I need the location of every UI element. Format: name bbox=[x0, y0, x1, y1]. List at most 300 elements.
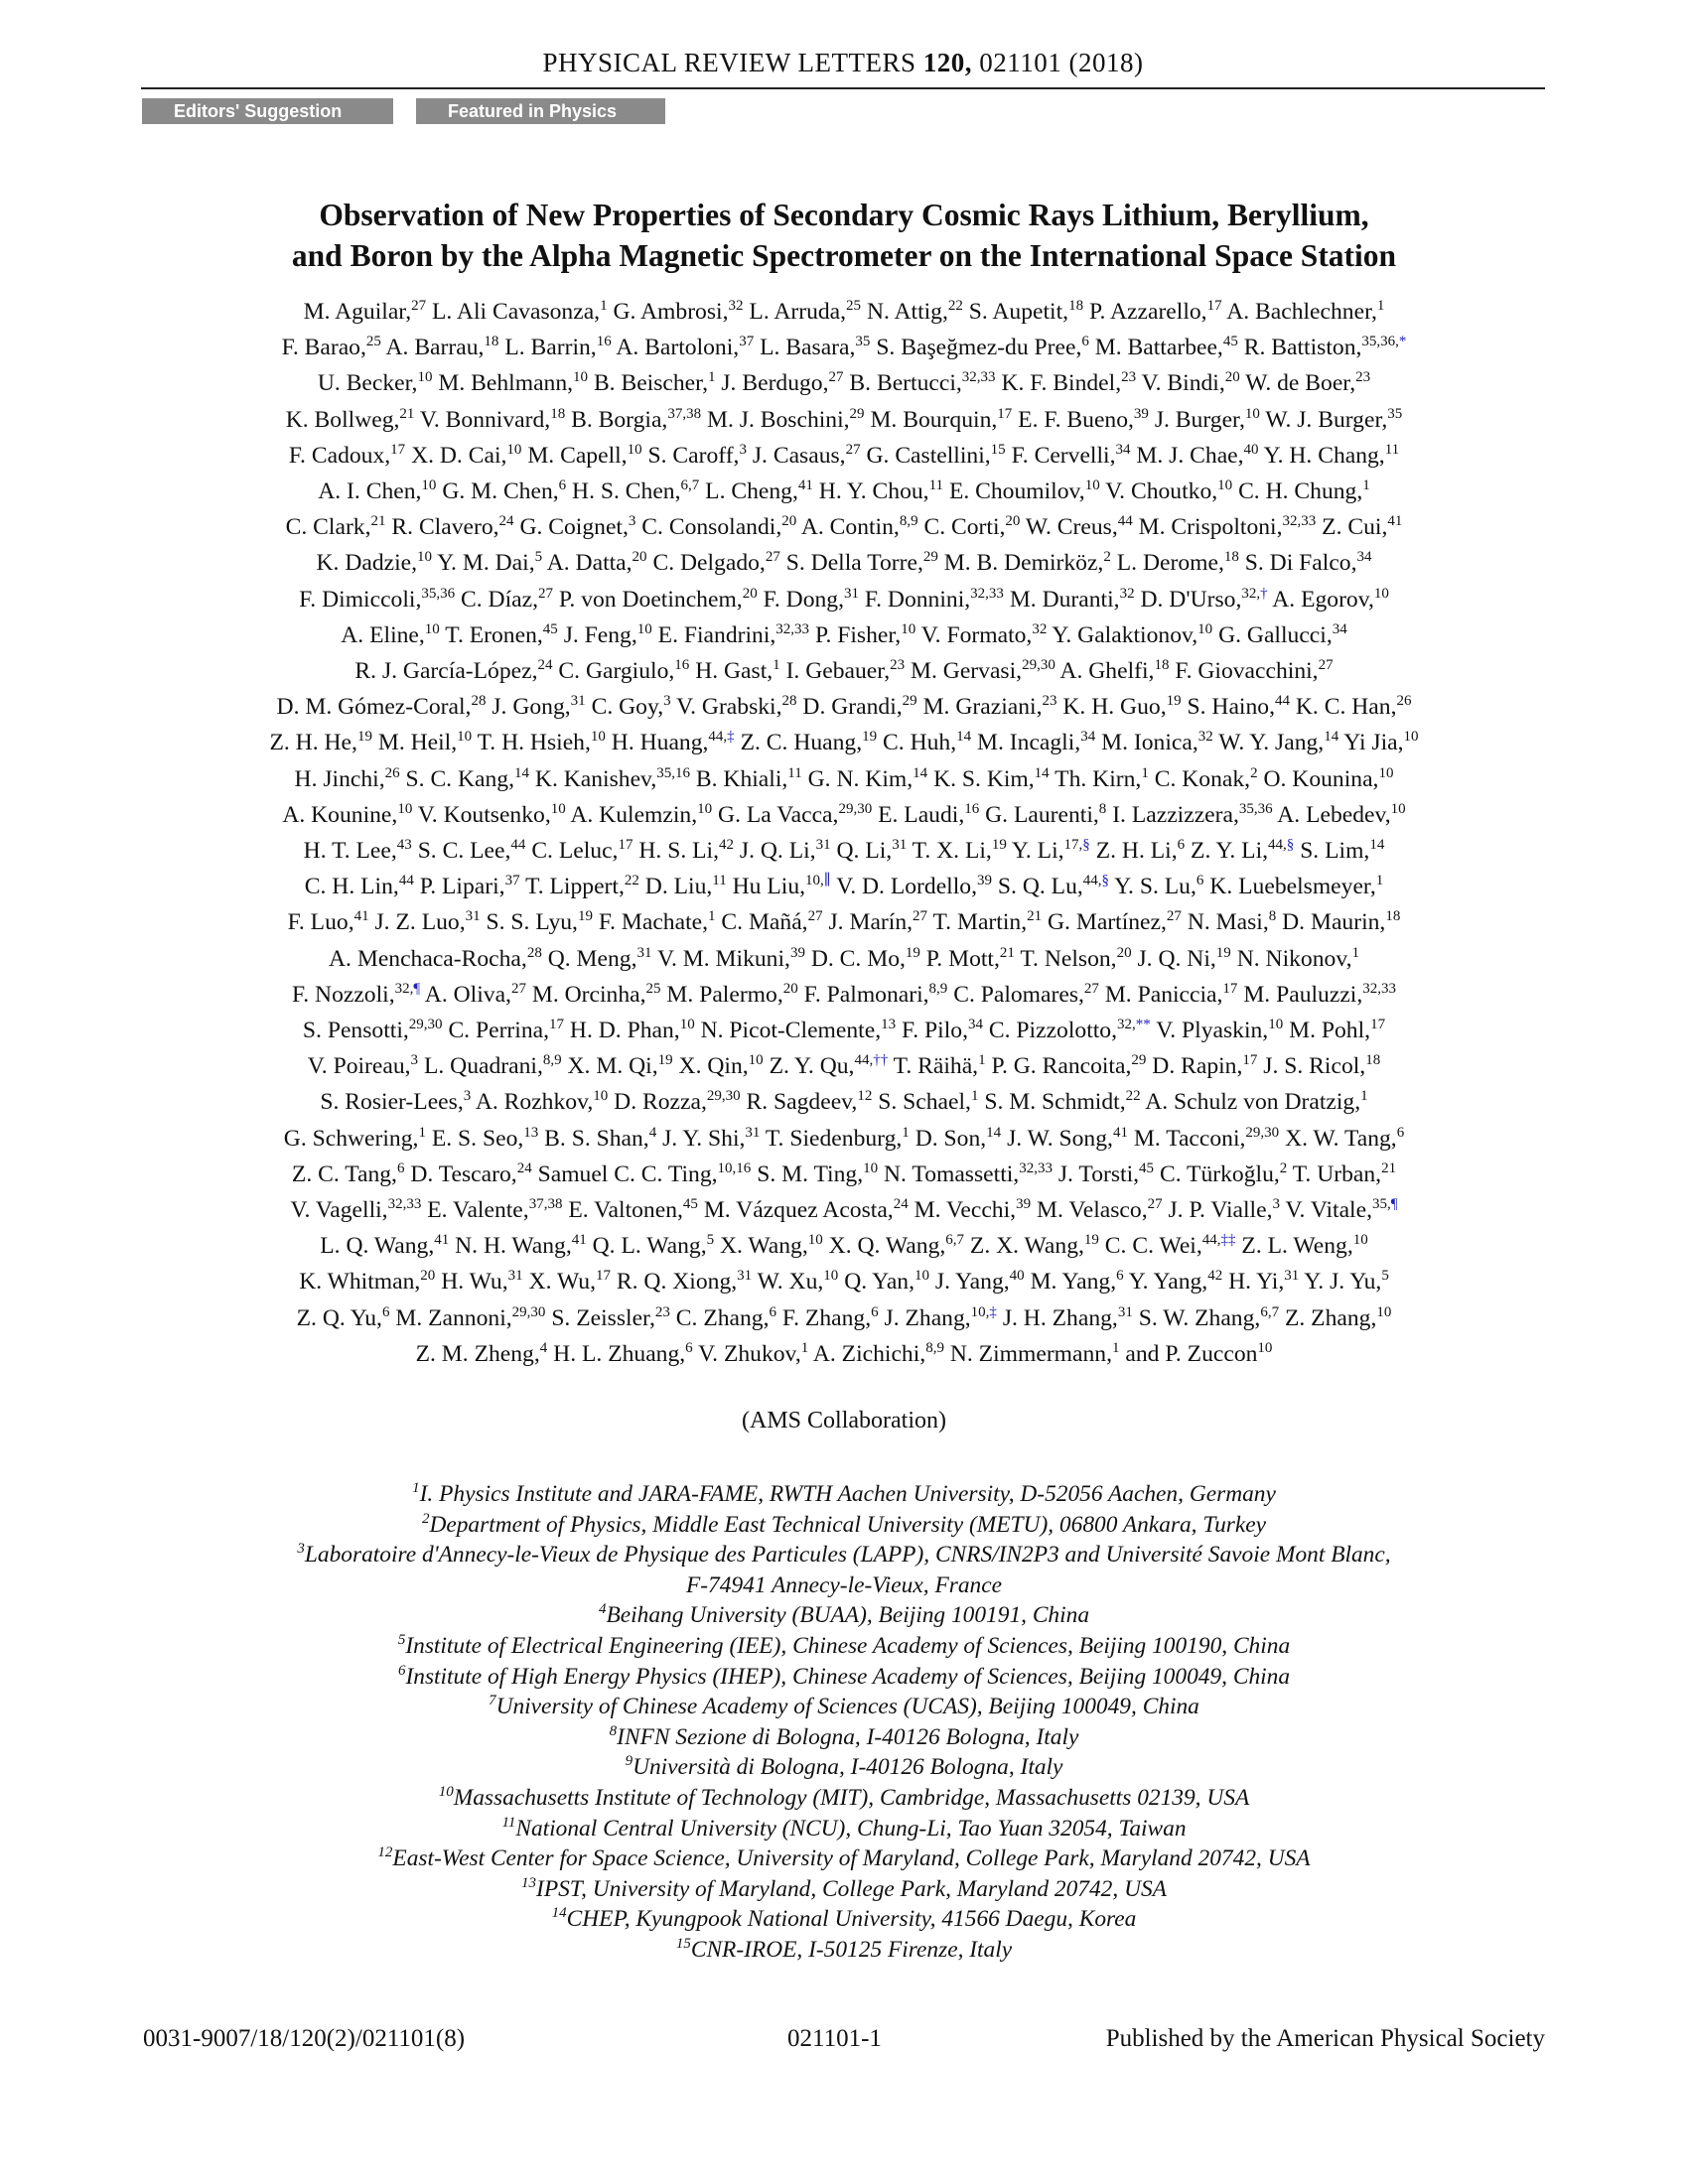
affiliation-text: Institute of High Energy Physics (IHEP), Chinese Academy of Sciences, Beijing 100049, China bbox=[405, 1663, 1291, 1690]
affiliation-index: 17 bbox=[1370, 1017, 1386, 1033]
author-name: F. Palmonari, bbox=[803, 981, 929, 1008]
author-affiliation-marks bbox=[1242, 1052, 1257, 1068]
author-name: J. Berdugo, bbox=[721, 370, 829, 397]
author-affiliation-marks bbox=[775, 621, 809, 637]
author-affiliation-marks bbox=[901, 621, 915, 637]
author bbox=[815, 622, 915, 648]
author-name: Yi Jia, bbox=[1343, 730, 1404, 756]
author bbox=[1322, 514, 1402, 540]
affiliation-index: 8,9 bbox=[899, 513, 918, 530]
affiliation-index: 23 bbox=[1042, 693, 1057, 710]
author bbox=[1285, 1126, 1404, 1152]
affiliation-number: 8 bbox=[609, 1722, 618, 1739]
author-affiliation-marks bbox=[1019, 1160, 1053, 1176]
author-name: P. Azzarello, bbox=[1088, 299, 1207, 325]
author-name: X. M. Qi, bbox=[567, 1053, 658, 1080]
author-affiliation-marks bbox=[618, 837, 633, 853]
affiliation-index: 44, bbox=[708, 729, 728, 746]
author-name: A. Oliva, bbox=[424, 981, 511, 1008]
author-name: P. Lipari, bbox=[419, 874, 505, 900]
affiliation bbox=[149, 1662, 1539, 1693]
author-affiliation-marks bbox=[1225, 370, 1240, 386]
author bbox=[1237, 946, 1359, 972]
author bbox=[733, 874, 831, 899]
author-name: N. Nikonov, bbox=[1236, 945, 1352, 972]
affiliation-index: 32,33 bbox=[970, 585, 1004, 602]
affiliation-index: 3 bbox=[1272, 1196, 1280, 1213]
author-name: M. Pauluzzi, bbox=[1243, 981, 1363, 1008]
author bbox=[416, 1341, 548, 1367]
author-affiliation-marks bbox=[573, 370, 588, 386]
affiliation-index: 8,9 bbox=[925, 1340, 944, 1357]
author bbox=[1142, 370, 1240, 396]
author-name: K. S. Kim, bbox=[933, 765, 1035, 792]
author-name: H. Huang, bbox=[611, 730, 709, 756]
author-affiliation-marks bbox=[707, 1232, 715, 1248]
author-name: S. M. Schmidt, bbox=[984, 1089, 1126, 1116]
author bbox=[455, 1233, 587, 1259]
author bbox=[292, 982, 420, 1008]
author-affiliation-marks bbox=[1377, 298, 1385, 314]
author-affiliation-marks bbox=[597, 334, 612, 349]
author-name: M. Orcinha, bbox=[531, 981, 646, 1008]
affiliation-index: 10 bbox=[424, 620, 440, 637]
affiliation-index: 1 bbox=[1376, 298, 1385, 315]
author-affiliation-marks bbox=[1117, 1017, 1151, 1032]
author bbox=[548, 946, 652, 972]
affiliation-index: 31 bbox=[737, 1268, 753, 1285]
author-affiliation-marks bbox=[354, 909, 369, 925]
affiliation-index: 14 bbox=[913, 764, 928, 781]
affiliation-index: 6 bbox=[769, 1303, 776, 1320]
author-name: Z. Y. Li, bbox=[1191, 838, 1269, 865]
author-line bbox=[137, 545, 1551, 581]
affiliation-index: 5 bbox=[534, 549, 543, 566]
author-name: Y. H. Chang, bbox=[1263, 442, 1385, 469]
author-line bbox=[137, 1084, 1551, 1120]
author bbox=[354, 658, 552, 684]
author-affiliation-marks bbox=[1167, 693, 1182, 709]
author-name: W. Creus, bbox=[1025, 514, 1118, 541]
affiliation-index: 29 bbox=[849, 405, 865, 422]
author-line bbox=[137, 1013, 1551, 1048]
author-name: Y. S. Lu, bbox=[1114, 874, 1196, 900]
author-name: V. D. Lordello, bbox=[836, 874, 977, 900]
affiliation-index: 10 bbox=[807, 1232, 823, 1249]
affiliation-index: 10 bbox=[421, 478, 437, 494]
author-affiliation-marks bbox=[787, 765, 801, 781]
author bbox=[1241, 1233, 1367, 1259]
author-name: M. J. Chae, bbox=[1136, 442, 1244, 469]
author-name: W. Xu, bbox=[757, 1269, 824, 1296]
author bbox=[1282, 909, 1400, 935]
author bbox=[1285, 1305, 1391, 1331]
author-name: A. Egorov, bbox=[1272, 586, 1374, 613]
author-name: E. Fiandrini, bbox=[657, 621, 776, 648]
author-name: Y. Li, bbox=[1011, 838, 1064, 865]
author-name: Z. Cui, bbox=[1322, 514, 1388, 541]
author-affiliation-marks bbox=[1084, 981, 1099, 997]
author-name: V. Vitale, bbox=[1285, 1197, 1372, 1224]
author-affiliation-marks bbox=[543, 1052, 562, 1068]
author bbox=[286, 407, 415, 433]
author-affiliation-marks bbox=[550, 406, 565, 422]
affiliation-index: 27 bbox=[828, 369, 844, 386]
affiliation-index: 27 bbox=[807, 908, 823, 925]
author-affiliation-marks bbox=[1361, 334, 1406, 349]
affiliation-index: 18 bbox=[484, 334, 499, 350]
author bbox=[760, 335, 870, 360]
author-name: C. Konak, bbox=[1154, 765, 1251, 792]
author-name: K. Kanishev, bbox=[534, 765, 657, 792]
affiliation-index: 35 bbox=[1387, 405, 1403, 422]
author-name: V. Bonnivard, bbox=[419, 406, 551, 433]
affiliation-index: 24 bbox=[498, 513, 514, 530]
author bbox=[721, 909, 822, 935]
author-name: B. S. Shan, bbox=[544, 1125, 649, 1152]
author-line bbox=[137, 509, 1551, 545]
author bbox=[305, 874, 414, 899]
affiliation-index: 17 bbox=[1242, 1052, 1258, 1069]
author-name: W. Y. Jang, bbox=[1218, 730, 1325, 756]
author-name: H. S. Li, bbox=[638, 838, 719, 865]
author-affiliation-marks bbox=[971, 1089, 979, 1105]
footnote-mark: ¶ bbox=[1390, 1196, 1398, 1213]
author-name: F. Nozzoli, bbox=[292, 981, 395, 1008]
author bbox=[570, 802, 712, 828]
affiliation-text: National Central University (NCU), Chung-Li, Tao Yuan 32054, Taiwan bbox=[515, 1815, 1187, 1842]
affiliation-index: 34 bbox=[967, 1017, 983, 1033]
affiliation-index: 10 bbox=[573, 369, 589, 386]
author bbox=[420, 407, 565, 433]
author-affiliation-marks bbox=[902, 1125, 910, 1141]
author bbox=[998, 874, 1109, 899]
affiliation-index: 23 bbox=[890, 657, 906, 674]
author-affiliation-marks bbox=[1369, 837, 1384, 853]
author bbox=[341, 622, 440, 648]
author bbox=[747, 1089, 873, 1115]
affiliation-index: 6,7 bbox=[680, 478, 700, 494]
author bbox=[316, 550, 432, 576]
affiliation-number: 5 bbox=[397, 1632, 406, 1649]
author-affiliation-marks bbox=[1324, 730, 1338, 746]
author-name: Hu Liu, bbox=[732, 874, 806, 900]
affiliation-index: 19 bbox=[1166, 693, 1182, 710]
author bbox=[923, 514, 1020, 540]
affiliation-index: 6 bbox=[381, 1303, 390, 1320]
author bbox=[1001, 370, 1136, 396]
affiliation-index: 6 bbox=[1177, 837, 1186, 854]
author bbox=[410, 1161, 531, 1187]
author bbox=[427, 1197, 562, 1223]
author-affiliation-marks bbox=[538, 586, 553, 602]
affiliation-index: 14 bbox=[1324, 729, 1339, 746]
author-name: T. Martin, bbox=[932, 909, 1028, 936]
author-name: E. Valtonen, bbox=[568, 1197, 683, 1224]
author-affiliation-marks bbox=[1245, 1125, 1279, 1141]
author bbox=[284, 1126, 426, 1152]
author-affiliation-marks bbox=[399, 873, 414, 888]
affiliation-index: 27 bbox=[1083, 981, 1099, 997]
affiliation-index: 23 bbox=[1121, 369, 1137, 386]
author-name: H. Gast, bbox=[695, 658, 774, 685]
author-name: A. Rozhkov, bbox=[475, 1089, 594, 1116]
author-name: A. Contin, bbox=[800, 514, 900, 541]
author-line bbox=[137, 582, 1551, 617]
author bbox=[1265, 407, 1402, 433]
author bbox=[424, 1053, 562, 1079]
author bbox=[487, 909, 593, 935]
author bbox=[295, 766, 400, 792]
author-affiliation-marks bbox=[816, 837, 831, 853]
author-name: X. W. Tang, bbox=[1285, 1125, 1397, 1152]
author bbox=[282, 802, 412, 828]
author-affiliation-marks bbox=[1381, 1160, 1396, 1176]
affiliation-index: 27 bbox=[1166, 908, 1182, 925]
affiliation-index: 18 bbox=[1068, 298, 1084, 315]
author-affiliation-marks bbox=[697, 801, 712, 817]
affiliation-index: 31 bbox=[892, 837, 908, 854]
author-affiliation-marks bbox=[1064, 837, 1090, 853]
affiliation-index: 44, bbox=[1082, 873, 1102, 889]
author-affiliation-marks bbox=[855, 334, 870, 349]
affiliation-index: 26 bbox=[384, 764, 400, 781]
author bbox=[318, 370, 433, 396]
affiliation-index: 32,33 bbox=[387, 1196, 422, 1213]
author bbox=[538, 1161, 752, 1187]
affiliation-index: 32 bbox=[1119, 585, 1135, 602]
author bbox=[944, 550, 1111, 576]
author bbox=[1058, 1161, 1154, 1187]
affiliation-index: 10 bbox=[506, 441, 522, 458]
affiliation-index: 31 bbox=[815, 837, 831, 854]
author-affiliation-marks bbox=[514, 765, 529, 781]
author-affiliation-marks bbox=[1216, 945, 1231, 961]
affiliation-index: 10 bbox=[1403, 729, 1419, 746]
author-name: D. Tescaro, bbox=[410, 1160, 517, 1187]
affiliation-index: 21 bbox=[370, 513, 386, 530]
author bbox=[741, 730, 878, 755]
author bbox=[1296, 694, 1412, 720]
author bbox=[1007, 1126, 1128, 1152]
author-name: M. Bourquin, bbox=[870, 406, 998, 433]
affiliation-index: 41 bbox=[797, 478, 813, 494]
author bbox=[1293, 1161, 1396, 1187]
affiliation bbox=[149, 1752, 1539, 1783]
author-affiliation-marks bbox=[1362, 478, 1370, 493]
affiliation-index: 4 bbox=[648, 1124, 657, 1141]
author bbox=[593, 1233, 714, 1259]
author-affiliation-marks bbox=[923, 550, 938, 566]
author-affiliation-marks bbox=[1005, 513, 1020, 529]
author-name: M. B. Demirköz, bbox=[943, 550, 1104, 577]
author bbox=[420, 874, 520, 899]
author-affiliation-marks bbox=[1085, 478, 1100, 493]
author-affiliation-marks bbox=[913, 765, 927, 781]
affiliation-index: 1 bbox=[978, 1052, 986, 1069]
author-affiliation-marks bbox=[523, 1125, 538, 1141]
author bbox=[1238, 478, 1370, 504]
author bbox=[721, 370, 843, 396]
author-affiliation-marks bbox=[637, 945, 652, 961]
author bbox=[1010, 587, 1135, 613]
author-name: L. Cheng, bbox=[705, 478, 798, 505]
author bbox=[532, 982, 661, 1008]
affiliation-index: 1 bbox=[1360, 1088, 1368, 1105]
author-affiliation-marks bbox=[540, 1340, 548, 1356]
affiliation-text: INFN Sezione di Bologna, I-40126 Bologna, Italy bbox=[617, 1723, 1079, 1750]
author-affiliation-marks bbox=[739, 442, 747, 458]
affiliation-index: 1 bbox=[1112, 1340, 1120, 1357]
affiliation-index: 6,7 bbox=[945, 1232, 965, 1249]
author-name: M. Tacconi, bbox=[1133, 1125, 1246, 1152]
author-name: G. Schwering, bbox=[283, 1125, 419, 1152]
author-affiliation-marks bbox=[850, 406, 865, 422]
affiliation bbox=[149, 1935, 1539, 1966]
author-affiliation-marks bbox=[388, 1196, 422, 1212]
author bbox=[572, 478, 699, 504]
author bbox=[568, 1053, 673, 1079]
author bbox=[1117, 550, 1239, 576]
author-affiliation-marks bbox=[1178, 837, 1186, 853]
affiliation-index: 45 bbox=[1222, 334, 1238, 350]
affiliation-number: 1 bbox=[412, 1480, 420, 1497]
author-affiliation-marks bbox=[844, 586, 859, 602]
affiliation-index: 10 bbox=[679, 1017, 695, 1033]
author-name: A. Barrau, bbox=[385, 335, 485, 361]
author-affiliation-marks bbox=[625, 873, 639, 888]
author-affiliation-marks bbox=[1355, 370, 1370, 386]
author-affiliation-marks bbox=[1139, 1160, 1154, 1176]
affiliation-index: 41 bbox=[353, 908, 369, 925]
author-name: T. H. Hsieh, bbox=[477, 730, 591, 756]
affiliation-index: 10,16 bbox=[717, 1160, 752, 1177]
affiliation-index: 1 bbox=[1375, 873, 1384, 889]
affiliation bbox=[149, 1631, 1539, 1662]
author-affiliation-marks bbox=[997, 406, 1012, 422]
author-affiliation-marks bbox=[637, 621, 652, 637]
author-affiliation-marks bbox=[1351, 945, 1359, 961]
author-name: A. Eline, bbox=[341, 621, 425, 648]
author-affiliation-marks bbox=[1257, 1340, 1272, 1356]
author-affiliation-marks bbox=[457, 730, 472, 746]
affiliation-text: CHEP, Kyungpook National University, 41566 Daegu, Korea bbox=[566, 1906, 1137, 1933]
author-name: L. Quadrani, bbox=[423, 1053, 543, 1080]
author-name: R. Battiston, bbox=[1243, 335, 1362, 361]
author bbox=[1155, 407, 1260, 433]
author-affiliation-marks bbox=[572, 1232, 587, 1248]
author-name: D. D'Urso, bbox=[1140, 586, 1242, 613]
author-name: K. Whitman, bbox=[299, 1269, 421, 1296]
affiliation bbox=[149, 1874, 1539, 1905]
author-name: G. M. Chen, bbox=[442, 478, 559, 505]
author-affiliation-marks bbox=[471, 693, 486, 709]
author-affiliation-marks bbox=[1154, 657, 1169, 673]
author bbox=[911, 658, 1055, 684]
footer-publisher: Published by the American Physical Society bbox=[1105, 2025, 1545, 2052]
author-affiliation-marks bbox=[1319, 657, 1334, 673]
author-name: M. Zannoni, bbox=[395, 1304, 512, 1331]
affiliation-text: Department of Physics, Middle East Technical University (METU), 06800 Ankara, Turkey bbox=[429, 1511, 1267, 1538]
affiliation-index: 29,30 bbox=[706, 1088, 741, 1105]
author-name: T. Lippert, bbox=[525, 874, 625, 900]
author-affiliation-marks bbox=[890, 657, 905, 673]
author-name: P. Fisher, bbox=[814, 621, 902, 648]
author-name: A. Menchaca-Rocha, bbox=[329, 945, 527, 972]
author-affiliation-marks bbox=[929, 478, 943, 493]
author bbox=[519, 514, 635, 540]
affiliation-index: 6 bbox=[558, 478, 567, 494]
author bbox=[553, 1341, 693, 1367]
affiliation-index: 19 bbox=[657, 1052, 673, 1069]
author bbox=[933, 766, 1050, 792]
author-name: F. Donnini, bbox=[864, 586, 971, 613]
author-affiliation-marks bbox=[781, 513, 796, 529]
author-name: T. X. Li, bbox=[912, 838, 992, 865]
affiliation-number: 4 bbox=[598, 1601, 607, 1618]
author bbox=[1175, 658, 1333, 684]
author bbox=[617, 1269, 752, 1295]
author-name: C. Corti, bbox=[923, 514, 1006, 541]
author-name: S. Della Torre, bbox=[785, 550, 923, 577]
affiliation-index: 29 bbox=[902, 693, 917, 710]
author-name: A. Kulemzin, bbox=[570, 801, 698, 828]
affiliation-index: 19 bbox=[862, 729, 878, 746]
author-name: C. Consolandi, bbox=[641, 514, 782, 541]
author-affiliation-marks bbox=[1207, 1269, 1222, 1285]
affiliation-index: 19 bbox=[356, 729, 372, 746]
author-affiliation-marks bbox=[1196, 873, 1204, 888]
author-affiliation-marks bbox=[1275, 693, 1290, 709]
affiliation-index: 37,38 bbox=[667, 405, 702, 422]
author-name: D. Liu, bbox=[644, 874, 713, 900]
author-line bbox=[137, 438, 1551, 474]
affiliation-index: 1 bbox=[707, 369, 716, 386]
affiliation-index: 45 bbox=[1139, 1160, 1155, 1177]
affiliation-index: 25 bbox=[645, 981, 661, 997]
author-name: F. Machate, bbox=[598, 909, 709, 936]
affiliation-index: 12 bbox=[857, 1088, 873, 1105]
author bbox=[984, 1089, 1140, 1115]
author-name: E. S. Seo, bbox=[431, 1125, 524, 1152]
author-affiliation-marks bbox=[773, 657, 780, 673]
author-affiliation-marks bbox=[1268, 837, 1294, 853]
affiliation-index: 24 bbox=[516, 1160, 532, 1177]
author bbox=[308, 1053, 418, 1079]
author bbox=[1096, 838, 1185, 864]
author bbox=[290, 1197, 421, 1223]
author-affiliation-marks bbox=[823, 1269, 838, 1285]
author-name: J. Yang, bbox=[934, 1269, 1010, 1296]
author-name: G. Laurenti, bbox=[985, 801, 1099, 828]
affiliation-index: 6 bbox=[871, 1303, 879, 1320]
affiliation-index: 39 bbox=[789, 944, 805, 961]
affiliation-index: 43 bbox=[396, 837, 412, 854]
author-line bbox=[137, 797, 1551, 833]
author-name: L. Q. Wang, bbox=[320, 1233, 435, 1260]
author-name: C. Huh, bbox=[883, 730, 957, 756]
author bbox=[707, 407, 865, 433]
author bbox=[935, 1269, 1025, 1295]
author-name: K. Dadzie, bbox=[316, 550, 418, 577]
affiliation-index: 42 bbox=[1207, 1268, 1223, 1285]
author bbox=[570, 1018, 695, 1043]
author bbox=[329, 946, 542, 972]
author-affiliation-marks bbox=[1167, 909, 1182, 925]
affiliation bbox=[149, 1843, 1539, 1874]
affiliation-index: 1 bbox=[773, 657, 780, 674]
author-name: S. M. Ting, bbox=[757, 1160, 864, 1187]
